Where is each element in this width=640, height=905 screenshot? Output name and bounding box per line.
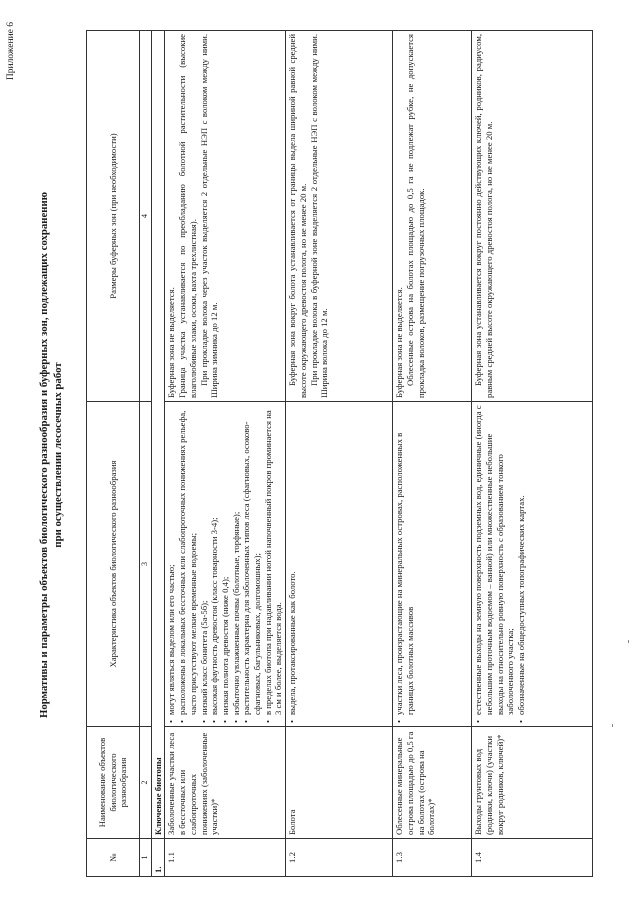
row-num: 1.1 bbox=[165, 839, 286, 877]
column-number: 3 bbox=[140, 402, 152, 727]
list-item: • расположены в локальных бессточных или слабопроточных понижениях рельефа, часто присутствуют мелкие временные водоемы; bbox=[177, 405, 198, 723]
title-line-2: при осуществлении лесосечных работ bbox=[51, 362, 64, 548]
row-buffer bbox=[472, 31, 593, 402]
list-item: • в пределах биотопа при надавливании ногой напочвенный покров проминается на 3 см и более, выделяется вода. bbox=[263, 405, 284, 723]
row-characteristics bbox=[393, 402, 472, 727]
norms-table bbox=[86, 30, 593, 877]
list-item: • высокая фаутность древостоя (класс товарности 3-4); bbox=[209, 405, 220, 723]
list-item: • выдела, протаксированные как болото. bbox=[287, 405, 298, 723]
scan-speck bbox=[612, 724, 613, 727]
buffer-paragraph: Буферная зона вокруг болота устанавливается от границы выдела шириной равной средней высоте окружающего древостоя полога, но не менее 20 м. bbox=[287, 34, 308, 398]
header-name: Наименование объектов биологического разнообразия bbox=[87, 727, 140, 839]
row-characteristics bbox=[286, 402, 393, 727]
column-number-row bbox=[140, 31, 152, 877]
list-item: • растительность характерна для заболоченных типов леса (сфагновых, осоково-сфагновых, багульниковых, долгомошных); bbox=[241, 405, 262, 723]
buffer-paragraph: Буферная зона устанавливается вокруг постоянно действующих ключей, родников, радиусом, равным средней высоте окружающего древостоя полога, но не менее 20 м. bbox=[473, 34, 494, 398]
column-number: 4 bbox=[140, 31, 152, 402]
header-characteristics: Характеристика объектов биологического разнообразия bbox=[87, 402, 140, 727]
list-item: • обозначенные на общедоступных топографических картах. bbox=[516, 405, 527, 723]
list-item: • низкий класс бонитета (5а-5б); bbox=[199, 405, 210, 723]
buffer-paragraph: При прокладке волока в буферной зоне выделяется 2 отдельные НЭП с волоком между ними. Ширина волока до 12 м. bbox=[308, 34, 330, 398]
column-number: 2 bbox=[140, 727, 152, 839]
list-item: • низкая полнота древостоя (ниже 0,4); bbox=[220, 405, 231, 723]
row-buffer bbox=[165, 31, 286, 402]
column-number: 1 bbox=[140, 839, 152, 877]
row-buffer bbox=[393, 31, 472, 402]
list-item: • могут являться выделом или его частью; bbox=[166, 405, 177, 723]
section-row bbox=[151, 31, 165, 877]
row-num: 1.4 bbox=[472, 839, 593, 877]
row-name: Облесенные минеральные острова площадью до 0,5 га на болотах (острова на болотах)* bbox=[393, 727, 472, 839]
buffer-paragraph: Облесенные острова на болотах площадью до 0,5 га не подлежат рубке, не допускается прокладка волоков, размещение погрузочных площадок. bbox=[404, 34, 426, 398]
list-item: • участки леса, произрастающие на минеральных островах, расположенных в границах болотных массивов bbox=[394, 405, 415, 723]
table-row bbox=[393, 31, 472, 877]
document-title bbox=[38, 155, 65, 755]
row-name: Заболоченные участки леса в бессточных или слабопроточных понижениях (заболоченные участки)* bbox=[165, 727, 286, 839]
header-row bbox=[87, 31, 140, 877]
header-num: № bbox=[87, 839, 140, 877]
section-num: 1. bbox=[151, 839, 165, 877]
row-name: Болота bbox=[286, 727, 393, 839]
title-line-1: Нормативы и параметры объектов биологического разнообразия и буферных зон, подлежащих сохранению bbox=[38, 191, 50, 719]
buffer-paragraph: При прокладке волока через участок выделяется 2 отдельные НЭП с волоком между ними. Ширина зимника до 12 м. bbox=[198, 34, 220, 398]
row-buffer bbox=[286, 31, 393, 402]
scan-speck bbox=[628, 640, 629, 643]
table-row bbox=[472, 31, 593, 877]
row-name: Выходы грунтовых вод (родники, ключи) (участки вокруг родников, ключей)* bbox=[472, 727, 593, 839]
buffer-paragraph: Буферная зона не выделяется. bbox=[166, 287, 177, 398]
table-row bbox=[286, 31, 393, 877]
appendix-label: Приложение 6 bbox=[6, 22, 16, 81]
list-item: • избыточно увлажненные почвы (болотные, торфяные); bbox=[231, 405, 242, 723]
row-characteristics bbox=[165, 402, 286, 727]
row-num: 1.2 bbox=[286, 839, 393, 877]
list-item: • естественные выходы на земную поверхность подземных вод, единичные (иногда с небольшим проточным водоемом – ванной) или множественные небольшие выходы на относительно ровную поверхность с образованием тонкого заболоченного участка; bbox=[473, 405, 516, 723]
row-characteristics bbox=[472, 402, 593, 727]
section-title: Ключевые биотопы bbox=[151, 31, 165, 839]
row-num: 1.3 bbox=[393, 839, 472, 877]
table-row bbox=[165, 31, 286, 877]
buffer-paragraph: Буферная зона не выделяется. bbox=[394, 287, 405, 398]
header-buffer: Размеры буферных зон (при необходимости) bbox=[87, 31, 140, 402]
buffer-paragraph: Граница участка устанавливается по преобладанию болотной растительности (высокие влаголюбивые злаки, осоки, вахта трехлистная). bbox=[177, 34, 198, 398]
